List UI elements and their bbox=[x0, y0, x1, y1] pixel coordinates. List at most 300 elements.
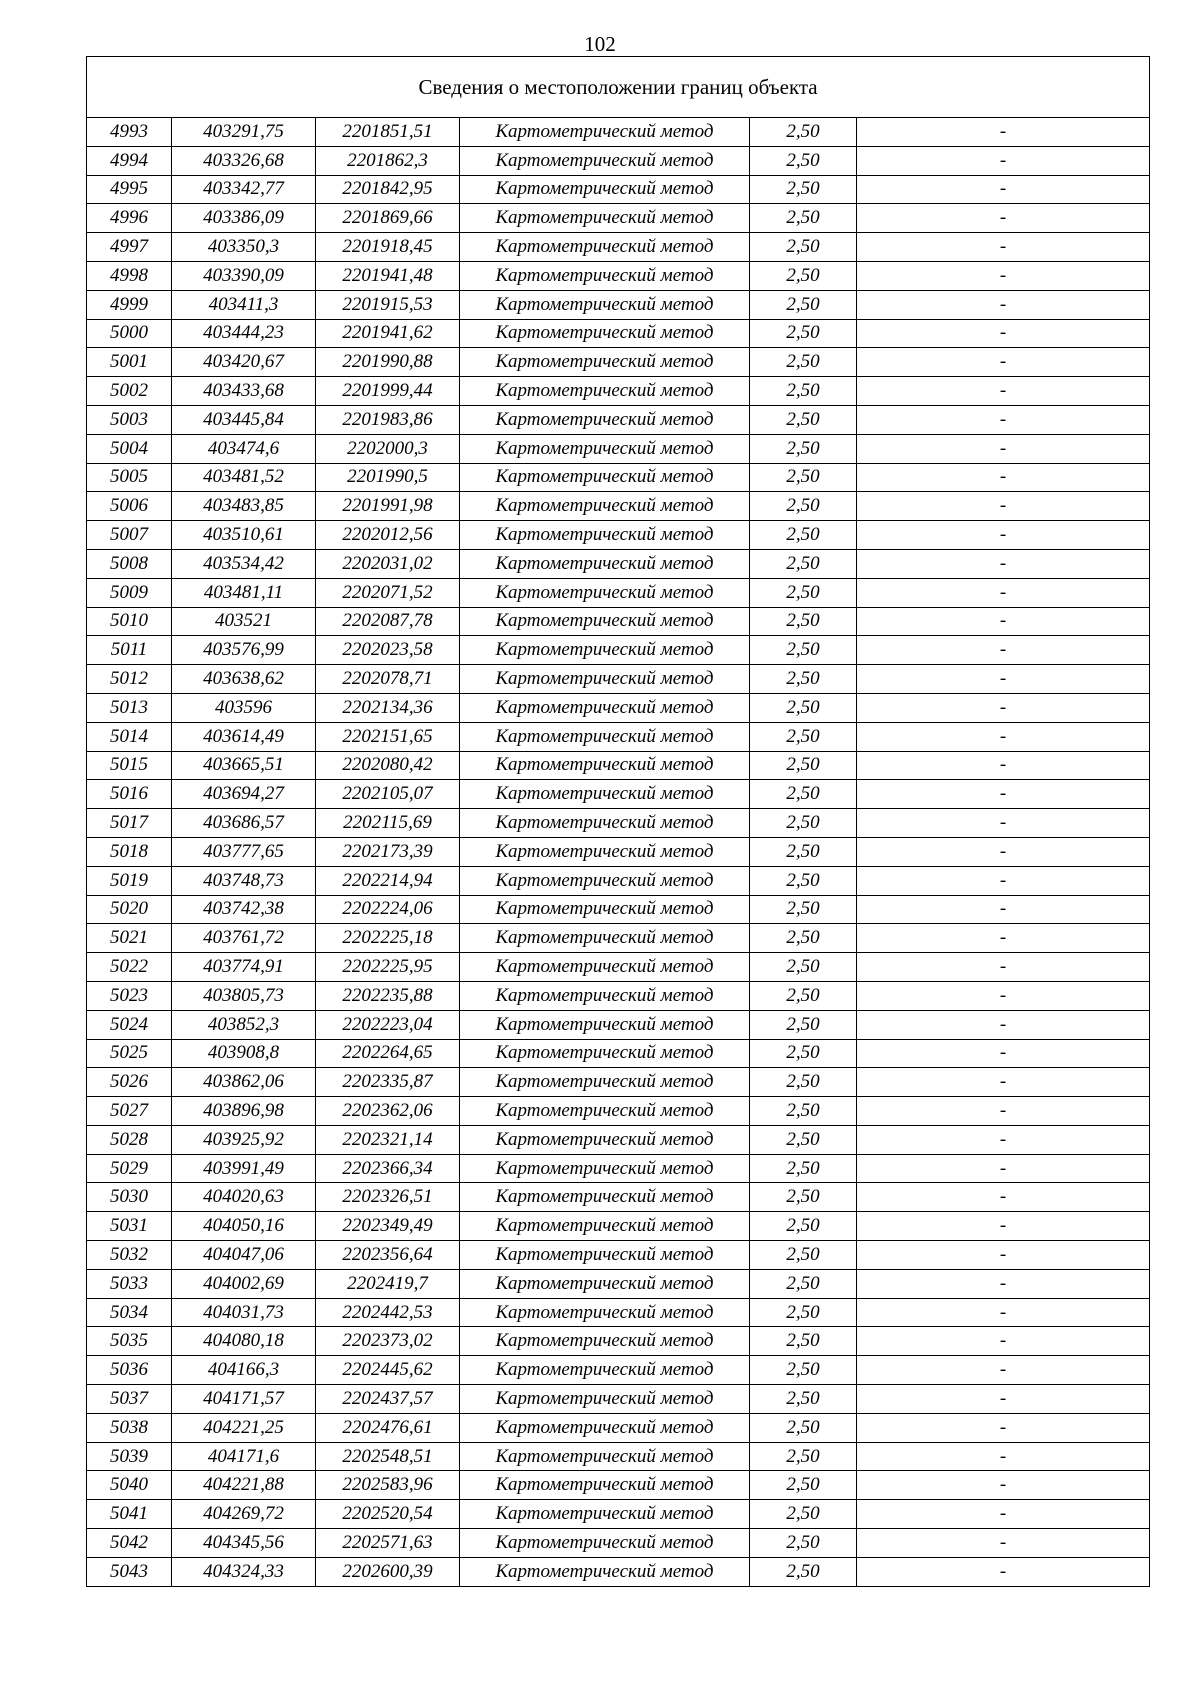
cell-method: Картометрический метод bbox=[460, 1557, 750, 1586]
cell-y-coordinate: 2202442,53 bbox=[316, 1298, 460, 1327]
cell-x-coordinate: 404221,88 bbox=[172, 1471, 316, 1500]
cell-accuracy: 2,50 bbox=[750, 377, 857, 406]
cell-y-coordinate: 2201990,88 bbox=[316, 348, 460, 377]
cell-y-coordinate: 2201941,48 bbox=[316, 261, 460, 290]
cell-description: - bbox=[857, 549, 1150, 578]
cell-x-coordinate: 404080,18 bbox=[172, 1327, 316, 1356]
cell-method: Картометрический метод bbox=[460, 405, 750, 434]
cell-description: - bbox=[857, 1356, 1150, 1385]
cell-method: Картометрический метод bbox=[460, 1298, 750, 1327]
cell-method: Картометрический метод bbox=[460, 1154, 750, 1183]
cell-description: - bbox=[857, 693, 1150, 722]
cell-y-coordinate: 2202134,36 bbox=[316, 693, 460, 722]
cell-point-number: 4996 bbox=[87, 204, 172, 233]
cell-point-number: 5020 bbox=[87, 895, 172, 924]
cell-description: - bbox=[857, 319, 1150, 348]
cell-method: Картометрический метод bbox=[460, 1183, 750, 1212]
cell-description: - bbox=[857, 1298, 1150, 1327]
table-row bbox=[87, 463, 1150, 492]
cell-accuracy: 2,50 bbox=[750, 146, 857, 175]
cell-x-coordinate: 404171,57 bbox=[172, 1385, 316, 1414]
cell-x-coordinate: 403614,49 bbox=[172, 722, 316, 751]
cell-point-number: 5016 bbox=[87, 780, 172, 809]
cell-x-coordinate: 404031,73 bbox=[172, 1298, 316, 1327]
cell-y-coordinate: 2201862,3 bbox=[316, 146, 460, 175]
cell-accuracy: 2,50 bbox=[750, 175, 857, 204]
cell-accuracy: 2,50 bbox=[750, 405, 857, 434]
cell-description: - bbox=[857, 809, 1150, 838]
cell-point-number: 5031 bbox=[87, 1212, 172, 1241]
cell-description: - bbox=[857, 204, 1150, 233]
cell-method: Картометрический метод bbox=[460, 521, 750, 550]
cell-point-number: 5035 bbox=[87, 1327, 172, 1356]
table-row bbox=[87, 290, 1150, 319]
cell-point-number: 4999 bbox=[87, 290, 172, 319]
cell-point-number: 5037 bbox=[87, 1385, 172, 1414]
cell-point-number: 5040 bbox=[87, 1471, 172, 1500]
table-row bbox=[87, 1356, 1150, 1385]
cell-accuracy: 2,50 bbox=[750, 261, 857, 290]
cell-x-coordinate: 403386,09 bbox=[172, 204, 316, 233]
cell-x-coordinate: 403481,52 bbox=[172, 463, 316, 492]
cell-accuracy: 2,50 bbox=[750, 549, 857, 578]
cell-x-coordinate: 403694,27 bbox=[172, 780, 316, 809]
table-row bbox=[87, 837, 1150, 866]
cell-point-number: 5034 bbox=[87, 1298, 172, 1327]
cell-point-number: 5042 bbox=[87, 1529, 172, 1558]
cell-method: Картометрический метод bbox=[460, 204, 750, 233]
cell-y-coordinate: 2202571,63 bbox=[316, 1529, 460, 1558]
cell-description: - bbox=[857, 953, 1150, 982]
table-row bbox=[87, 1097, 1150, 1126]
cell-method: Картометрический метод bbox=[460, 175, 750, 204]
table-row bbox=[87, 1212, 1150, 1241]
cell-accuracy: 2,50 bbox=[750, 1529, 857, 1558]
cell-point-number: 5030 bbox=[87, 1183, 172, 1212]
cell-description: - bbox=[857, 1068, 1150, 1097]
cell-x-coordinate: 404047,06 bbox=[172, 1241, 316, 1270]
table-row bbox=[87, 1183, 1150, 1212]
cell-method: Картометрический метод bbox=[460, 953, 750, 982]
cell-y-coordinate: 2202224,06 bbox=[316, 895, 460, 924]
cell-description: - bbox=[857, 578, 1150, 607]
cell-y-coordinate: 2202105,07 bbox=[316, 780, 460, 809]
cell-point-number: 5038 bbox=[87, 1413, 172, 1442]
cell-accuracy: 2,50 bbox=[750, 607, 857, 636]
cell-y-coordinate: 2202115,69 bbox=[316, 809, 460, 838]
cell-description: - bbox=[857, 1097, 1150, 1126]
table-body bbox=[87, 118, 1150, 1587]
cell-accuracy: 2,50 bbox=[750, 809, 857, 838]
cell-x-coordinate: 403686,57 bbox=[172, 809, 316, 838]
cell-accuracy: 2,50 bbox=[750, 1039, 857, 1068]
cell-x-coordinate: 403483,85 bbox=[172, 492, 316, 521]
cell-x-coordinate: 404050,16 bbox=[172, 1212, 316, 1241]
cell-y-coordinate: 2202235,88 bbox=[316, 981, 460, 1010]
cell-x-coordinate: 404345,56 bbox=[172, 1529, 316, 1558]
cell-accuracy: 2,50 bbox=[750, 463, 857, 492]
cell-x-coordinate: 404020,63 bbox=[172, 1183, 316, 1212]
cell-accuracy: 2,50 bbox=[750, 233, 857, 262]
cell-point-number: 5012 bbox=[87, 665, 172, 694]
table-row bbox=[87, 866, 1150, 895]
table-row bbox=[87, 607, 1150, 636]
table-row bbox=[87, 1413, 1150, 1442]
cell-x-coordinate: 403433,68 bbox=[172, 377, 316, 406]
cell-y-coordinate: 2202087,78 bbox=[316, 607, 460, 636]
cell-y-coordinate: 2202366,34 bbox=[316, 1154, 460, 1183]
cell-x-coordinate: 403521 bbox=[172, 607, 316, 636]
cell-method: Картометрический метод bbox=[460, 895, 750, 924]
cell-accuracy: 2,50 bbox=[750, 1442, 857, 1471]
cell-method: Картометрический метод bbox=[460, 809, 750, 838]
cell-method: Картометрический метод bbox=[460, 636, 750, 665]
cell-x-coordinate: 403444,23 bbox=[172, 319, 316, 348]
cell-method: Картометрический метод bbox=[460, 233, 750, 262]
cell-description: - bbox=[857, 434, 1150, 463]
cell-accuracy: 2,50 bbox=[750, 578, 857, 607]
cell-method: Картометрический метод bbox=[460, 665, 750, 694]
cell-point-number: 5021 bbox=[87, 924, 172, 953]
cell-point-number: 5018 bbox=[87, 837, 172, 866]
cell-point-number: 5032 bbox=[87, 1241, 172, 1270]
table-row bbox=[87, 693, 1150, 722]
cell-x-coordinate: 404221,25 bbox=[172, 1413, 316, 1442]
cell-x-coordinate: 403350,3 bbox=[172, 233, 316, 262]
cell-method: Картометрический метод bbox=[460, 319, 750, 348]
cell-description: - bbox=[857, 1125, 1150, 1154]
cell-accuracy: 2,50 bbox=[750, 434, 857, 463]
cell-method: Картометрический метод bbox=[460, 1269, 750, 1298]
cell-y-coordinate: 2202321,14 bbox=[316, 1125, 460, 1154]
cell-y-coordinate: 2202225,18 bbox=[316, 924, 460, 953]
cell-point-number: 5019 bbox=[87, 866, 172, 895]
cell-x-coordinate: 403908,8 bbox=[172, 1039, 316, 1068]
table-row bbox=[87, 924, 1150, 953]
cell-y-coordinate: 2202078,71 bbox=[316, 665, 460, 694]
table-row bbox=[87, 348, 1150, 377]
cell-point-number: 5028 bbox=[87, 1125, 172, 1154]
cell-description: - bbox=[857, 1212, 1150, 1241]
cell-x-coordinate: 403326,68 bbox=[172, 146, 316, 175]
cell-accuracy: 2,50 bbox=[750, 780, 857, 809]
cell-point-number: 5014 bbox=[87, 722, 172, 751]
cell-x-coordinate: 403852,3 bbox=[172, 1010, 316, 1039]
cell-method: Картометрический метод bbox=[460, 1413, 750, 1442]
cell-method: Картометрический метод bbox=[460, 1471, 750, 1500]
cell-description: - bbox=[857, 1269, 1150, 1298]
table-row bbox=[87, 1471, 1150, 1500]
cell-x-coordinate: 404166,3 bbox=[172, 1356, 316, 1385]
cell-x-coordinate: 404269,72 bbox=[172, 1500, 316, 1529]
cell-method: Картометрический метод bbox=[460, 866, 750, 895]
cell-point-number: 5027 bbox=[87, 1097, 172, 1126]
cell-x-coordinate: 403761,72 bbox=[172, 924, 316, 953]
cell-y-coordinate: 2202223,04 bbox=[316, 1010, 460, 1039]
cell-description: - bbox=[857, 837, 1150, 866]
table-row bbox=[87, 1010, 1150, 1039]
table-row bbox=[87, 377, 1150, 406]
cell-method: Картометрический метод bbox=[460, 1010, 750, 1039]
cell-accuracy: 2,50 bbox=[750, 1154, 857, 1183]
cell-y-coordinate: 2202151,65 bbox=[316, 722, 460, 751]
cell-description: - bbox=[857, 1529, 1150, 1558]
cell-point-number: 4997 bbox=[87, 233, 172, 262]
cell-y-coordinate: 2202225,95 bbox=[316, 953, 460, 982]
cell-point-number: 5013 bbox=[87, 693, 172, 722]
cell-x-coordinate: 403481,11 bbox=[172, 578, 316, 607]
cell-description: - bbox=[857, 146, 1150, 175]
cell-accuracy: 2,50 bbox=[750, 1557, 857, 1586]
cell-y-coordinate: 2201851,51 bbox=[316, 118, 460, 147]
cell-method: Картометрический метод bbox=[460, 146, 750, 175]
cell-description: - bbox=[857, 665, 1150, 694]
table-row bbox=[87, 665, 1150, 694]
cell-description: - bbox=[857, 981, 1150, 1010]
table-row bbox=[87, 809, 1150, 838]
cell-point-number: 5043 bbox=[87, 1557, 172, 1586]
cell-accuracy: 2,50 bbox=[750, 348, 857, 377]
table-row bbox=[87, 521, 1150, 550]
cell-accuracy: 2,50 bbox=[750, 1413, 857, 1442]
cell-y-coordinate: 2202548,51 bbox=[316, 1442, 460, 1471]
cell-y-coordinate: 2202362,06 bbox=[316, 1097, 460, 1126]
cell-accuracy: 2,50 bbox=[750, 665, 857, 694]
cell-point-number: 5006 bbox=[87, 492, 172, 521]
cell-method: Картометрический метод bbox=[460, 693, 750, 722]
table-row bbox=[87, 118, 1150, 147]
cell-accuracy: 2,50 bbox=[750, 1241, 857, 1270]
cell-point-number: 4995 bbox=[87, 175, 172, 204]
cell-method: Картометрический метод bbox=[460, 1125, 750, 1154]
cell-method: Картометрический метод bbox=[460, 578, 750, 607]
cell-x-coordinate: 404002,69 bbox=[172, 1269, 316, 1298]
cell-description: - bbox=[857, 1010, 1150, 1039]
table-row bbox=[87, 1039, 1150, 1068]
table-row bbox=[87, 434, 1150, 463]
cell-method: Картометрический метод bbox=[460, 1356, 750, 1385]
cell-accuracy: 2,50 bbox=[750, 866, 857, 895]
table-row bbox=[87, 780, 1150, 809]
cell-description: - bbox=[857, 1039, 1150, 1068]
cell-accuracy: 2,50 bbox=[750, 1500, 857, 1529]
cell-accuracy: 2,50 bbox=[750, 521, 857, 550]
table-row bbox=[87, 1529, 1150, 1558]
cell-x-coordinate: 403777,65 bbox=[172, 837, 316, 866]
cell-method: Картометрический метод bbox=[460, 1529, 750, 1558]
table-row bbox=[87, 492, 1150, 521]
cell-y-coordinate: 2202349,49 bbox=[316, 1212, 460, 1241]
cell-point-number: 5026 bbox=[87, 1068, 172, 1097]
cell-accuracy: 2,50 bbox=[750, 1327, 857, 1356]
cell-method: Картометрический метод bbox=[460, 377, 750, 406]
cell-description: - bbox=[857, 175, 1150, 204]
cell-x-coordinate: 403596 bbox=[172, 693, 316, 722]
table-row bbox=[87, 1298, 1150, 1327]
cell-accuracy: 2,50 bbox=[750, 1068, 857, 1097]
cell-x-coordinate: 403638,62 bbox=[172, 665, 316, 694]
cell-point-number: 5015 bbox=[87, 751, 172, 780]
cell-point-number: 5010 bbox=[87, 607, 172, 636]
cell-description: - bbox=[857, 866, 1150, 895]
cell-x-coordinate: 403748,73 bbox=[172, 866, 316, 895]
cell-point-number: 5029 bbox=[87, 1154, 172, 1183]
cell-accuracy: 2,50 bbox=[750, 1269, 857, 1298]
cell-method: Картометрический метод bbox=[460, 1327, 750, 1356]
cell-description: - bbox=[857, 290, 1150, 319]
cell-description: - bbox=[857, 118, 1150, 147]
table-row bbox=[87, 1500, 1150, 1529]
cell-y-coordinate: 2202373,02 bbox=[316, 1327, 460, 1356]
cell-accuracy: 2,50 bbox=[750, 693, 857, 722]
cell-point-number: 5005 bbox=[87, 463, 172, 492]
page-number: 102 bbox=[584, 32, 616, 56]
table-row bbox=[87, 175, 1150, 204]
cell-point-number: 5025 bbox=[87, 1039, 172, 1068]
table-row bbox=[87, 578, 1150, 607]
table-row bbox=[87, 1557, 1150, 1586]
cell-method: Картометрический метод bbox=[460, 1212, 750, 1241]
table-row bbox=[87, 1068, 1150, 1097]
cell-point-number: 5000 bbox=[87, 319, 172, 348]
cell-y-coordinate: 2202520,54 bbox=[316, 1500, 460, 1529]
table-row bbox=[87, 549, 1150, 578]
cell-x-coordinate: 403534,42 bbox=[172, 549, 316, 578]
table-row bbox=[87, 895, 1150, 924]
cell-accuracy: 2,50 bbox=[750, 492, 857, 521]
cell-accuracy: 2,50 bbox=[750, 1385, 857, 1414]
cell-description: - bbox=[857, 1557, 1150, 1586]
cell-accuracy: 2,50 bbox=[750, 1010, 857, 1039]
cell-y-coordinate: 2202326,51 bbox=[316, 1183, 460, 1212]
table-row bbox=[87, 636, 1150, 665]
cell-method: Картометрический метод bbox=[460, 434, 750, 463]
cell-y-coordinate: 2201983,86 bbox=[316, 405, 460, 434]
cell-x-coordinate: 403576,99 bbox=[172, 636, 316, 665]
cell-accuracy: 2,50 bbox=[750, 837, 857, 866]
cell-y-coordinate: 2201842,95 bbox=[316, 175, 460, 204]
cell-description: - bbox=[857, 1154, 1150, 1183]
cell-point-number: 5039 bbox=[87, 1442, 172, 1471]
cell-description: - bbox=[857, 1442, 1150, 1471]
cell-method: Картометрический метод bbox=[460, 722, 750, 751]
cell-point-number: 5033 bbox=[87, 1269, 172, 1298]
cell-method: Картометрический метод bbox=[460, 1385, 750, 1414]
cell-description: - bbox=[857, 751, 1150, 780]
table-row bbox=[87, 1385, 1150, 1414]
cell-x-coordinate: 403390,09 bbox=[172, 261, 316, 290]
cell-point-number: 5023 bbox=[87, 981, 172, 1010]
cell-x-coordinate: 404324,33 bbox=[172, 1557, 316, 1586]
cell-x-coordinate: 403896,98 bbox=[172, 1097, 316, 1126]
cell-y-coordinate: 2202023,58 bbox=[316, 636, 460, 665]
cell-description: - bbox=[857, 377, 1150, 406]
cell-y-coordinate: 2202173,39 bbox=[316, 837, 460, 866]
cell-description: - bbox=[857, 1241, 1150, 1270]
cell-description: - bbox=[857, 1471, 1150, 1500]
table-row bbox=[87, 1125, 1150, 1154]
cell-y-coordinate: 2202214,94 bbox=[316, 866, 460, 895]
table-row bbox=[87, 204, 1150, 233]
cell-accuracy: 2,50 bbox=[750, 953, 857, 982]
cell-method: Картометрический метод bbox=[460, 118, 750, 147]
cell-description: - bbox=[857, 233, 1150, 262]
cell-x-coordinate: 403420,67 bbox=[172, 348, 316, 377]
cell-description: - bbox=[857, 492, 1150, 521]
cell-method: Картометрический метод bbox=[460, 751, 750, 780]
cell-point-number: 5041 bbox=[87, 1500, 172, 1529]
table-row bbox=[87, 233, 1150, 262]
cell-method: Картометрический метод bbox=[460, 549, 750, 578]
cell-point-number: 5008 bbox=[87, 549, 172, 578]
cell-point-number: 5004 bbox=[87, 434, 172, 463]
cell-method: Картометрический метод bbox=[460, 924, 750, 953]
cell-y-coordinate: 2201918,45 bbox=[316, 233, 460, 262]
cell-method: Картометрический метод bbox=[460, 1241, 750, 1270]
table-row bbox=[87, 1327, 1150, 1356]
cell-x-coordinate: 403411,3 bbox=[172, 290, 316, 319]
cell-y-coordinate: 2202264,65 bbox=[316, 1039, 460, 1068]
table-row bbox=[87, 722, 1150, 751]
table-row bbox=[87, 1241, 1150, 1270]
cell-point-number: 5011 bbox=[87, 636, 172, 665]
cell-method: Картометрический метод bbox=[460, 1068, 750, 1097]
cell-method: Картометрический метод bbox=[460, 261, 750, 290]
cell-description: - bbox=[857, 463, 1150, 492]
cell-method: Картометрический метод bbox=[460, 837, 750, 866]
cell-x-coordinate: 403510,61 bbox=[172, 521, 316, 550]
cell-accuracy: 2,50 bbox=[750, 1183, 857, 1212]
cell-y-coordinate: 2201941,62 bbox=[316, 319, 460, 348]
cell-accuracy: 2,50 bbox=[750, 895, 857, 924]
table-row bbox=[87, 146, 1150, 175]
cell-x-coordinate: 403774,91 bbox=[172, 953, 316, 982]
cell-point-number: 5009 bbox=[87, 578, 172, 607]
cell-method: Картометрический метод bbox=[460, 492, 750, 521]
cell-description: - bbox=[857, 261, 1150, 290]
cell-y-coordinate: 2202583,96 bbox=[316, 1471, 460, 1500]
cell-y-coordinate: 2202000,3 bbox=[316, 434, 460, 463]
cell-x-coordinate: 403342,77 bbox=[172, 175, 316, 204]
cell-method: Картометрический метод bbox=[460, 290, 750, 319]
cell-description: - bbox=[857, 895, 1150, 924]
cell-accuracy: 2,50 bbox=[750, 924, 857, 953]
cell-accuracy: 2,50 bbox=[750, 290, 857, 319]
cell-description: - bbox=[857, 521, 1150, 550]
cell-description: - bbox=[857, 1183, 1150, 1212]
cell-method: Картометрический метод bbox=[460, 1442, 750, 1471]
cell-y-coordinate: 2202600,39 bbox=[316, 1557, 460, 1586]
cell-y-coordinate: 2201915,53 bbox=[316, 290, 460, 319]
cell-description: - bbox=[857, 348, 1150, 377]
cell-point-number: 5001 bbox=[87, 348, 172, 377]
cell-accuracy: 2,50 bbox=[750, 636, 857, 665]
table-row bbox=[87, 981, 1150, 1010]
cell-x-coordinate: 403291,75 bbox=[172, 118, 316, 147]
cell-accuracy: 2,50 bbox=[750, 118, 857, 147]
cell-accuracy: 2,50 bbox=[750, 319, 857, 348]
cell-x-coordinate: 404171,6 bbox=[172, 1442, 316, 1471]
cell-accuracy: 2,50 bbox=[750, 1097, 857, 1126]
cell-x-coordinate: 403862,06 bbox=[172, 1068, 316, 1097]
cell-y-coordinate: 2201990,5 bbox=[316, 463, 460, 492]
cell-point-number: 5007 bbox=[87, 521, 172, 550]
cell-accuracy: 2,50 bbox=[750, 1356, 857, 1385]
cell-point-number: 5002 bbox=[87, 377, 172, 406]
cell-y-coordinate: 2201991,98 bbox=[316, 492, 460, 521]
cell-y-coordinate: 2202012,56 bbox=[316, 521, 460, 550]
boundary-coordinates-table bbox=[86, 56, 1150, 1587]
